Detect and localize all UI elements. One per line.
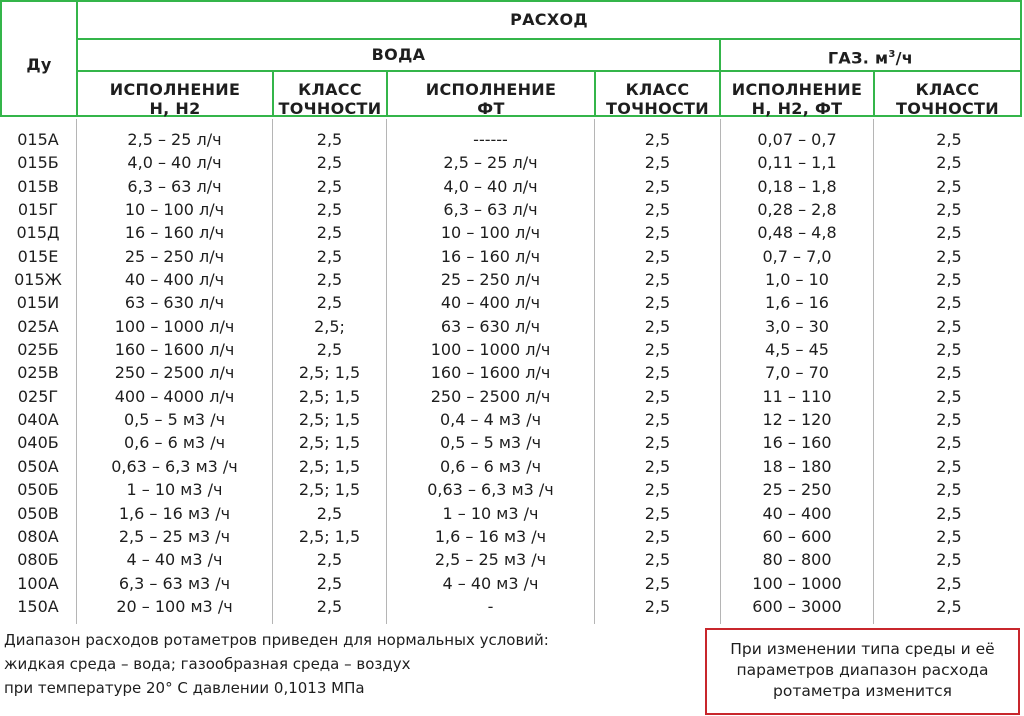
cell-class-h: 2,5	[316, 573, 343, 593]
cell-class-h: 2,5; 1,5	[298, 480, 361, 500]
cell-gas-range: 0,7 – 7,0	[762, 246, 832, 266]
cell-gas-range: 0,18 – 1,8	[757, 176, 837, 196]
cell-class-ft: 2,5	[644, 246, 671, 266]
cell-class-ft: 2,5	[644, 410, 671, 430]
cell-gas-range: 7,0 – 70	[765, 363, 829, 383]
cell-class-ft: 2,5	[644, 596, 671, 616]
cell-water-range-h: 20 – 100 м3 /ч	[116, 596, 233, 616]
cell-water-range-ft: 0,6 – 6 м3 /ч	[439, 456, 542, 476]
table-row	[0, 455, 1024, 478]
cell-class-gas: 2,5	[936, 503, 962, 523]
note-line: жидкая среда – вода; газообразная среда – воздух	[4, 655, 411, 673]
cell-water-range-h: 160 – 1600 л/ч	[114, 340, 235, 360]
cell-class-ft: 2,5	[644, 153, 671, 173]
cell-gas-range: 18 – 180	[762, 456, 832, 476]
cell-gas-range: 1,6 – 16	[765, 293, 829, 313]
header-class-water-h: КЛАСС ТОЧНОСТИ	[278, 80, 382, 118]
cell-water-range-h: 4,0 – 40 л/ч	[127, 153, 222, 173]
cell-class-gas: 2,5	[936, 596, 962, 616]
table-row	[0, 595, 1024, 618]
cell-water-range-h: 63 – 630 л/ч	[124, 293, 225, 313]
table-row	[0, 198, 1024, 221]
cell-water-range-ft: 16 – 160 л/ч	[440, 246, 541, 266]
cell-gas-range: 16 – 160	[762, 433, 832, 453]
cell-du: 100А	[17, 573, 59, 593]
cell-class-ft: 2,5	[644, 456, 671, 476]
table-row	[0, 525, 1024, 548]
cell-water-range-h: 1 – 10 м3 /ч	[126, 480, 223, 500]
cell-class-h: 2,5	[316, 153, 343, 173]
cell-water-range-ft: 4,0 – 40 л/ч	[443, 176, 538, 196]
cell-class-ft: 2,5	[644, 363, 671, 383]
cell-gas-range: 0,11 – 1,1	[757, 153, 837, 173]
cell-water-range-h: 25 – 250 л/ч	[124, 246, 225, 266]
table-row	[0, 245, 1024, 268]
cell-class-ft: 2,5	[644, 316, 671, 336]
cell-class-gas: 2,5	[936, 316, 962, 336]
cell-class-h: 2,5	[316, 223, 343, 243]
cell-gas-range: 1,0 – 10	[765, 270, 829, 290]
cell-class-ft: 2,5	[644, 550, 671, 570]
cell-gas-range: 3,0 – 30	[765, 316, 829, 336]
cell-gas-range: 12 – 120	[762, 410, 832, 430]
cell-class-h: 2,5; 1,5	[298, 526, 361, 546]
cell-class-h: 2,5	[316, 270, 343, 290]
cell-water-range-h: 250 – 2500 л/ч	[114, 363, 235, 383]
warning-line: параметров диапазон расхода	[736, 661, 989, 679]
cell-class-gas: 2,5	[936, 433, 962, 453]
table-row	[0, 478, 1024, 501]
cell-water-range-h: 0,6 – 6 м3 /ч	[123, 433, 226, 453]
table-row	[0, 548, 1024, 571]
cell-class-h: 2,5	[316, 246, 343, 266]
table-row	[0, 175, 1024, 198]
cell-gas-range: 600 – 3000	[752, 596, 842, 616]
cell-gas-range: 60 – 600	[762, 526, 832, 546]
warning-line: ротаметра изменится	[773, 682, 952, 700]
cell-du: 015Ж	[14, 270, 62, 290]
cell-class-h: 2,5; 1,5	[298, 410, 361, 430]
cell-du: 025В	[17, 363, 59, 383]
table-row	[0, 502, 1024, 525]
table-row	[0, 291, 1024, 314]
cell-du: 015Б	[17, 153, 59, 173]
cell-class-h: 2,5	[316, 176, 343, 196]
cell-class-ft: 2,5	[644, 386, 671, 406]
cell-gas-range: 100 – 1000	[752, 573, 842, 593]
cell-du: 150А	[17, 596, 59, 616]
cell-water-range-h: 0,63 – 6,3 м3 /ч	[111, 456, 238, 476]
cell-du: 025А	[17, 316, 59, 336]
cell-du: 050В	[17, 503, 59, 523]
cell-class-gas: 2,5	[936, 550, 962, 570]
cell-class-h: 2,5	[316, 200, 343, 220]
cell-gas-range: 4,5 – 45	[765, 340, 829, 360]
cell-water-range-h: 6,3 – 63 м3 /ч	[118, 573, 231, 593]
cell-du: 080Б	[17, 550, 59, 570]
table-row	[0, 128, 1024, 151]
table-body	[0, 128, 1024, 618]
table-row	[0, 408, 1024, 431]
cell-class-h: 2,5; 1,5	[298, 433, 361, 453]
table-row	[0, 268, 1024, 291]
cell-class-gas: 2,5	[936, 176, 962, 196]
header-divider	[78, 38, 1020, 40]
cell-water-range-ft: 160 – 1600 л/ч	[430, 363, 551, 383]
cell-gas-range: 80 – 800	[762, 550, 832, 570]
cell-class-h: 2,5	[316, 293, 343, 313]
cell-water-range-ft: 0,4 – 4 м3 /ч	[439, 410, 542, 430]
cell-du: 015Г	[17, 200, 59, 220]
warning-line: При изменении типа среды и её	[730, 640, 995, 658]
cell-class-gas: 2,5	[936, 246, 962, 266]
cell-water-range-ft: 2,5 – 25 л/ч	[443, 153, 538, 173]
header-exec-h: ИСПОЛНЕНИЕ Н, Н2	[109, 80, 241, 118]
cell-class-h: 2,5	[316, 130, 343, 149]
cell-gas-range: 11 – 110	[762, 386, 832, 406]
header-class-gas: КЛАСС ТОЧНОСТИ	[896, 80, 999, 118]
cell-du: 025Б	[17, 340, 59, 360]
cell-water-range-h: 100 – 1000 л/ч	[114, 316, 235, 336]
cell-water-range-h: 1,6 – 16 м3 /ч	[118, 503, 231, 523]
header-water: ВОДА	[371, 45, 426, 64]
cell-du: 050Б	[17, 480, 59, 500]
cell-water-range-h: 2,5 – 25 м3 /ч	[118, 526, 231, 546]
cell-water-range-ft: 0,5 – 5 м3 /ч	[439, 433, 542, 453]
cell-water-range-ft: ------	[473, 130, 508, 149]
cell-class-gas: 2,5	[936, 480, 962, 500]
header-flow: РАСХОД	[510, 10, 588, 29]
cell-water-range-h: 2,5 – 25 л/ч	[127, 130, 222, 149]
cell-gas-range: 25 – 250	[762, 480, 832, 500]
cell-class-gas: 2,5	[936, 526, 962, 546]
cell-water-range-ft: 0,63 – 6,3 м3 /ч	[427, 480, 554, 500]
cell-water-range-h: 4 – 40 м3 /ч	[126, 550, 223, 570]
cell-class-gas: 2,5	[936, 130, 962, 149]
table-row	[0, 151, 1024, 174]
cell-du: 050А	[17, 456, 59, 476]
cell-class-gas: 2,5	[936, 223, 962, 243]
cell-class-ft: 2,5	[644, 223, 671, 243]
cell-class-ft: 2,5	[644, 200, 671, 220]
cell-du: 015Д	[16, 223, 60, 243]
cell-water-range-ft: 100 – 1000 л/ч	[430, 340, 551, 360]
cell-water-range-ft: 1,6 – 16 м3 /ч	[434, 526, 547, 546]
cell-class-gas: 2,5	[936, 200, 962, 220]
cell-gas-range: 0,48 – 4,8	[757, 223, 837, 243]
table-row	[0, 385, 1024, 408]
cell-class-gas: 2,5	[936, 363, 962, 383]
cell-gas-range: 0,28 – 2,8	[757, 200, 837, 220]
cell-water-range-ft: 10 – 100 л/ч	[440, 223, 541, 243]
warning-box	[705, 628, 1020, 715]
header-divider	[78, 70, 1020, 72]
cell-class-gas: 2,5	[936, 573, 962, 593]
cell-class-h: 2,5; 1,5	[298, 386, 361, 406]
cell-class-gas: 2,5	[936, 153, 962, 173]
cell-class-gas: 2,5	[936, 456, 962, 476]
cell-water-range-ft: 2,5 – 25 м3 /ч	[434, 550, 547, 570]
header-gas: ГАЗ. $м^3/ч$	[827, 48, 914, 68]
cell-water-range-ft: 4 – 40 м3 /ч	[442, 573, 539, 593]
cell-water-range-h: 0,5 – 5 м3 /ч	[123, 410, 226, 430]
cell-class-h: 2,5;	[314, 316, 345, 336]
cell-class-ft: 2,5	[644, 270, 671, 290]
cell-water-range-h: 40 – 400 л/ч	[124, 270, 225, 290]
cell-class-gas: 2,5	[936, 410, 962, 430]
header-class-water-ft: КЛАСС ТОЧНОСТИ	[606, 80, 709, 118]
cell-du: 040Б	[17, 433, 59, 453]
cell-class-h: 2,5; 1,5	[298, 456, 361, 476]
cell-gas-range: 0,07 – 0,7	[757, 130, 837, 149]
table-row	[0, 431, 1024, 454]
cell-water-range-ft: 250 – 2500 л/ч	[430, 386, 551, 406]
table-row	[0, 315, 1024, 338]
header-du: Ду	[26, 55, 52, 74]
cell-gas-range: 40 – 400	[762, 503, 832, 523]
cell-class-h: 2,5	[316, 503, 343, 523]
cell-water-range-ft: 40 – 400 л/ч	[440, 293, 541, 313]
cell-du: 080А	[17, 526, 59, 546]
cell-water-range-ft: 6,3 – 63 л/ч	[443, 200, 538, 220]
cell-class-ft: 2,5	[644, 176, 671, 196]
cell-class-gas: 2,5	[936, 340, 962, 360]
cell-du: 015Е	[17, 246, 59, 266]
cell-class-h: 2,5	[316, 550, 343, 570]
header-exec-ft: ИСПОЛНЕНИЕ ФТ	[425, 80, 557, 118]
cell-class-ft: 2,5	[644, 433, 671, 453]
cell-class-ft: 2,5	[644, 573, 671, 593]
cell-class-h: 2,5	[316, 340, 343, 360]
table-row	[0, 338, 1024, 361]
cell-class-gas: 2,5	[936, 270, 962, 290]
note-line: Диапазон расходов ротаметров приведен для нормальных условий:	[4, 631, 549, 649]
cell-class-ft: 2,5	[644, 503, 671, 523]
cell-water-range-h: 10 – 100 л/ч	[124, 200, 225, 220]
cell-class-h: 2,5	[316, 596, 343, 616]
table-row	[0, 572, 1024, 595]
header-exec-gas: ИСПОЛНЕНИЕ Н, Н2, ФТ	[731, 80, 863, 118]
table-row	[0, 221, 1024, 244]
cell-du: 025Г	[17, 386, 59, 406]
cell-class-gas: 2,5	[936, 293, 962, 313]
cell-class-gas: 2,5	[936, 386, 962, 406]
cell-class-ft: 2,5	[644, 340, 671, 360]
cell-water-range-h: 400 – 4000 л/ч	[114, 386, 235, 406]
cell-water-range-ft: -	[487, 596, 494, 616]
cell-class-ft: 2,5	[644, 480, 671, 500]
cell-class-ft: 2,5	[644, 293, 671, 313]
cell-water-range-h: 6,3 – 63 л/ч	[127, 176, 222, 196]
note-line: при температуре 20° С давлении 0,1013 МПа	[4, 679, 365, 697]
cell-water-range-ft: 63 – 630 л/ч	[440, 316, 541, 336]
cell-class-h: 2,5; 1,5	[298, 363, 361, 383]
cell-water-range-ft: 25 – 250 л/ч	[440, 270, 541, 290]
cell-class-ft: 2,5	[644, 526, 671, 546]
cell-du: 040А	[17, 410, 59, 430]
cell-du: 015В	[17, 176, 59, 196]
cell-du: 015А	[17, 130, 59, 149]
cell-water-range-ft: 1 – 10 м3 /ч	[442, 503, 539, 523]
cell-water-range-h: 16 – 160 л/ч	[124, 223, 225, 243]
table-row	[0, 361, 1024, 384]
cell-du: 015И	[16, 293, 60, 313]
cell-class-ft: 2,5	[644, 130, 671, 149]
